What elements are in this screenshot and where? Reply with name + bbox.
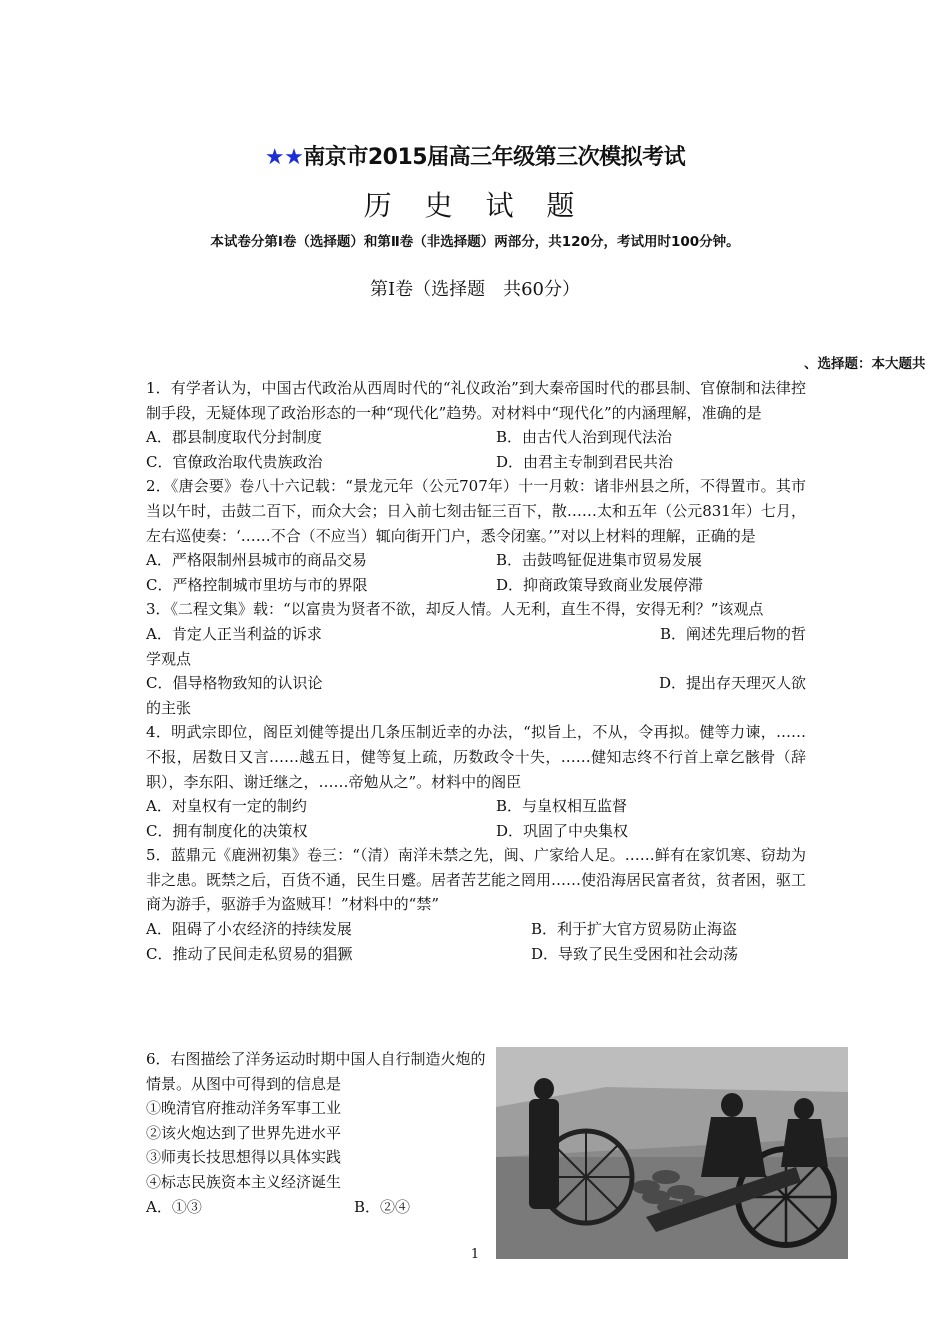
question-2-options-row2 bbox=[146, 573, 806, 598]
question-6-stem: 6．右图描绘了洋务运动时期中国人自行制造火炮的情景。从图中可得到的信息是 bbox=[146, 1050, 486, 1093]
option: B．②④ bbox=[354, 1197, 411, 1216]
question-6-item: ③师夷长技思想得以具体实践 bbox=[146, 1148, 342, 1167]
option: C．倡导格物致知的认识论 bbox=[146, 674, 323, 693]
question-6-item: ④标志民族资本主义经济诞生 bbox=[146, 1172, 342, 1191]
page-number: 1 bbox=[470, 1247, 480, 1262]
question-6-item: ②该火炮达到了世界先进水平 bbox=[146, 1123, 342, 1142]
exam-title bbox=[0, 140, 950, 171]
question-6-item: ①晚清官府推动洋务军事工业 bbox=[146, 1099, 342, 1118]
question-4-options-row2 bbox=[146, 819, 806, 844]
question-4-stem: 4．明武宗即位，阁臣刘健等提出几条压制近幸的办法，“拟旨上，不从，令再拟。健等力谏，……不报，居数日又言……越五日，健等复上疏，历数政令十失，……健知志终不行首上章乞骸骨（辞职），李东阳、谢迁继之，……帝勉从之”。材料中的阁臣 bbox=[146, 723, 806, 791]
option: D．导致了民生受困和社会动荡 bbox=[531, 944, 739, 963]
question-1-options-row2 bbox=[146, 450, 806, 475]
option: A．对皇权有一定的制约 bbox=[146, 797, 307, 816]
option-wrap: 的主张 bbox=[146, 698, 192, 717]
option: B．由古代人治到现代法治 bbox=[496, 428, 673, 447]
option: A．严格限制州县城市的商品交易 bbox=[146, 551, 367, 570]
question-3-options-row1 bbox=[146, 622, 806, 647]
question-2-stem: 2．《唐会要》卷八十六记载：“景龙元年（公元707年）十一月敕：诸非州县之所，不得置市。其市当以午时，击鼓二百下，而众大会；日入前七刻击钲三百下，散……太和五年（公元831年）七月，左右巡使奏：‘……不合（不应当）辄向街开门户，悉令闭塞。’”对以上材料的理解，正确的是 bbox=[146, 477, 806, 545]
question-1-stem: 1．有学者认为，中国古代政治从西周时代的“礼仪政治”到大秦帝国时代的郡县制、官僚制和法律控制手段，无疑体现了政治形态的一种“现代化”趋势。对材料中“现代化”的内涵理解，准确的是 bbox=[146, 379, 806, 422]
option: A．阻碍了小农经济的持续发展 bbox=[146, 920, 352, 939]
option: B．击鼓鸣钲促进集市贸易发展 bbox=[496, 551, 703, 570]
part-heading: 第Ⅰ卷（选择题 共60分） bbox=[369, 279, 580, 300]
subject-title: 历 史 试 题 bbox=[363, 189, 587, 222]
question-4-options-row1 bbox=[146, 794, 806, 819]
exam-note: 本试卷分第Ⅰ卷（选择题）和第Ⅱ卷（非选择题）两部分，共120分，考试用时100分钟。 bbox=[210, 234, 740, 250]
option: B．阐述先理后物的哲 bbox=[659, 624, 806, 643]
option-wrap: 学观点 bbox=[146, 649, 192, 668]
star-icons: ★★ bbox=[264, 145, 304, 170]
option: C．官僚政治取代贵族政治 bbox=[146, 452, 323, 471]
option: D．抑商政策导致商业发展停滞 bbox=[496, 575, 704, 594]
option: C．拥有制度化的决策权 bbox=[146, 821, 308, 840]
question-2-options-row1 bbox=[146, 548, 806, 573]
section-heading: 、选择题：本大题共 bbox=[804, 356, 926, 372]
question-3-stem: 3．《二程文集》载：“以富贵为贤者不欲，却反人情。人无利，直生不得，安得无利？”该观点 bbox=[146, 600, 764, 619]
option: C．推动了民间走私贸易的猖獗 bbox=[146, 944, 353, 963]
option: B．利于扩大官方贸易防止海盗 bbox=[531, 920, 738, 939]
option: A．①③ bbox=[146, 1197, 202, 1216]
option: C．严格控制城市里坊与市的界限 bbox=[146, 575, 368, 594]
question-1-options-row1 bbox=[146, 425, 806, 450]
question-5-stem: 5．蓝鼎元《鹿洲初集》卷三：“（清）南洋未禁之先，闽、广家给人足。……鲜有在家饥寒、窃劫为非之患。既禁之后，百货不通，民生日蹙。居者苦艺能之罔用……使沿海居民富者贫，贫者困，驱工商为游手，驱游手为盗贼耳！”材料中的“禁” bbox=[146, 846, 807, 914]
question-body bbox=[146, 376, 806, 966]
exam-title-text: 南京市2015届高三年级第三次模拟考试 bbox=[303, 145, 686, 170]
question-6 bbox=[146, 1047, 496, 1219]
question-5-options-row1 bbox=[146, 917, 806, 942]
cannon-photo bbox=[496, 1047, 848, 1259]
option: B．与皇权相互监督 bbox=[496, 797, 628, 816]
option: A．肯定人正当利益的诉求 bbox=[146, 624, 322, 643]
question-3-options-row2 bbox=[146, 671, 806, 696]
option: D．巩固了中央集权 bbox=[496, 821, 629, 840]
option: D．提出存天理灭人欲 bbox=[658, 674, 806, 693]
option: A．郡县制度取代分封制度 bbox=[146, 428, 322, 447]
option: D．由君主专制到君民共治 bbox=[496, 452, 674, 471]
question-6-options bbox=[146, 1195, 496, 1220]
question-5-options-row2 bbox=[146, 942, 806, 967]
